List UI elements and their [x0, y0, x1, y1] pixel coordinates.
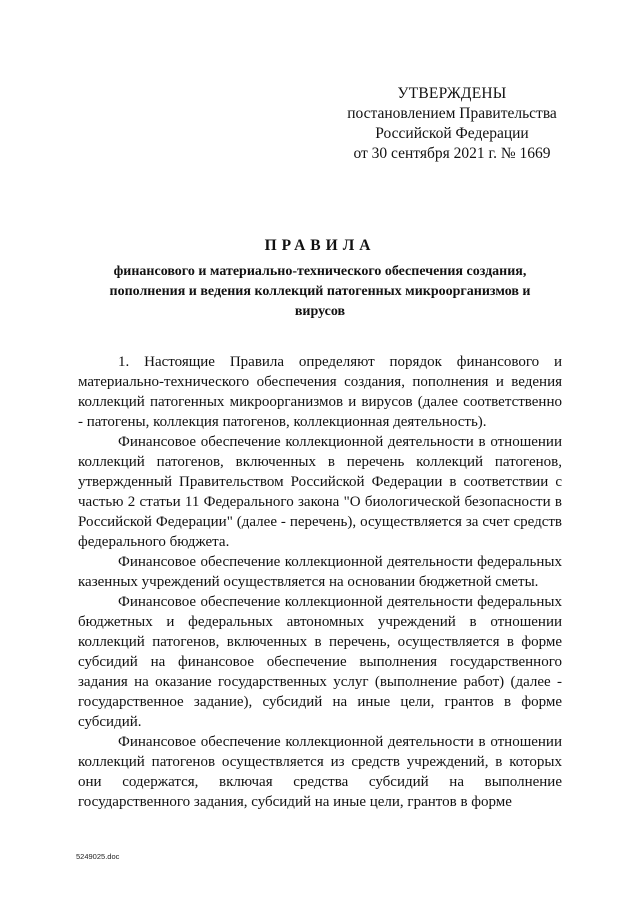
paragraph-3: Финансовое обеспечение коллекционной деятельности федеральных казенных учреждений осуществляется на основании бюджетной сметы. — [78, 554, 562, 590]
approval-date-number: от 30 сентября 2021 г. № 1669 — [353, 145, 551, 162]
approval-line-2: Российской Федерации — [375, 125, 529, 142]
paragraph-4: Финансовое обеспечение коллекционной деятельности федеральных бюджетных и федеральных автономных учреждений в отношении коллекций патогенов, включенных в перечень, осуществляется в форме субсидий на финансовое обеспечение выполнения государственного задания на оказание государственных услуг (выполнение работ) (далее - государственное задание), субсидий на иные цели, грантов в форме субсидий. — [78, 594, 562, 730]
document-title: ПРАВИЛА — [264, 237, 376, 254]
document-body — [78, 352, 562, 812]
footer-filename: 5249025.doc — [76, 852, 120, 861]
approval-heading: УТВЕРЖДЕНЫ — [397, 85, 507, 102]
approval-block — [330, 84, 574, 164]
paragraph-2: Финансовое обеспечение коллекционной деятельности в отношении коллекций патогенов, включенных в перечень коллекций патогенов, утвержденный Правительством Российской Федерации в соответствии с частью 2 статьи 11 Федерального закона "О биологической безопасности в Российской Федерации" (далее - перечень), осуществляется за счет средств федерального бюджета. — [78, 434, 562, 550]
document-subtitle: финансового и материально-технического обеспечения создания, пополнения и ведения коллекций патогенных микроорганизмов и вирусов — [109, 264, 531, 319]
paragraph-5: Финансовое обеспечение коллекционной деятельности в отношении коллекций патогенов осуществляется из средств учреждений, в которых они содержатся, включая средства субсидий на выполнение государственного задания, субсидий на иные цели, грантов в форме — [78, 734, 562, 810]
approval-line-1: постановлением Правительства — [347, 105, 557, 122]
paragraph-1: 1. Настоящие Правила определяют порядок финансового и материально-технического обеспечения создания, пополнения и ведения коллекций патогенных микроорганизмов и вирусов (далее соответственно - патогены, коллекция патогенов, коллекционная деятельность). — [78, 354, 562, 430]
